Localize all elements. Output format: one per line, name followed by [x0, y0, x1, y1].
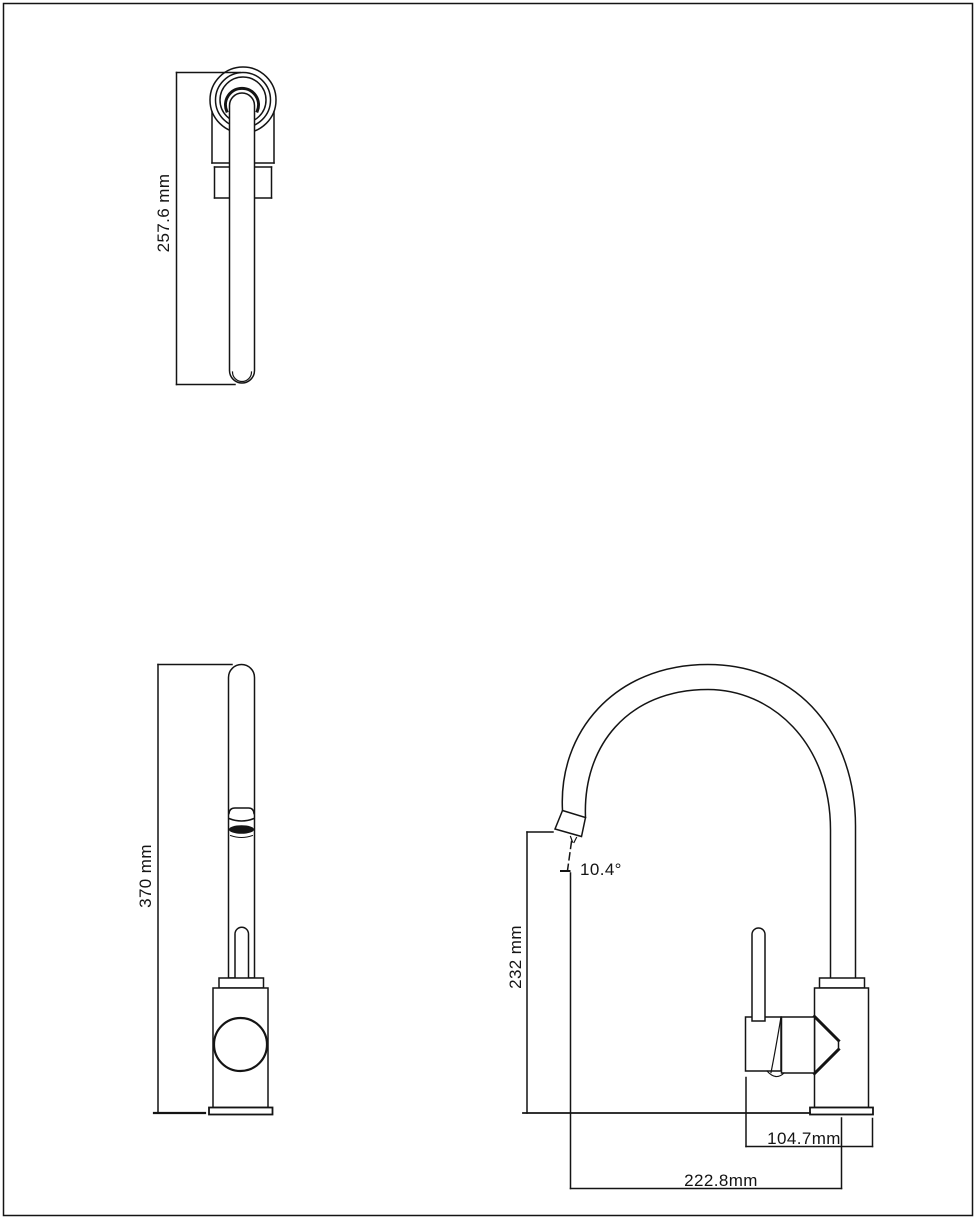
front-view [154, 665, 273, 1115]
side-view-base-plate [810, 1108, 873, 1115]
side-view [523, 665, 873, 1189]
dim-label-front-view-height: 370 mm [136, 844, 155, 908]
side-view-spout-inner [585, 690, 830, 979]
side-view-handle-connector [782, 1017, 815, 1073]
side-view-handle-stem [752, 928, 765, 1021]
dim-label-spout-reach: 222.8mm [684, 1171, 758, 1190]
top-view [177, 67, 277, 385]
side-view-handle-block [746, 1017, 782, 1071]
dim-label-outlet-height: 232 mm [506, 925, 525, 989]
side-view-collar [820, 978, 865, 988]
dim-label-top-view-length: 257.6 mm [154, 173, 173, 253]
side-view-spout-outer [562, 665, 855, 979]
front-view-base-plate [209, 1108, 273, 1115]
top-view-spout-tube [229, 93, 254, 383]
dim-label-outlet-angle: 10.4° [580, 860, 622, 879]
front-view-handle-joint [214, 1018, 267, 1071]
side-view-nozzle [555, 811, 586, 837]
front-view-collar [219, 978, 264, 988]
dim-label-base-depth: 104.7mm [767, 1129, 841, 1148]
